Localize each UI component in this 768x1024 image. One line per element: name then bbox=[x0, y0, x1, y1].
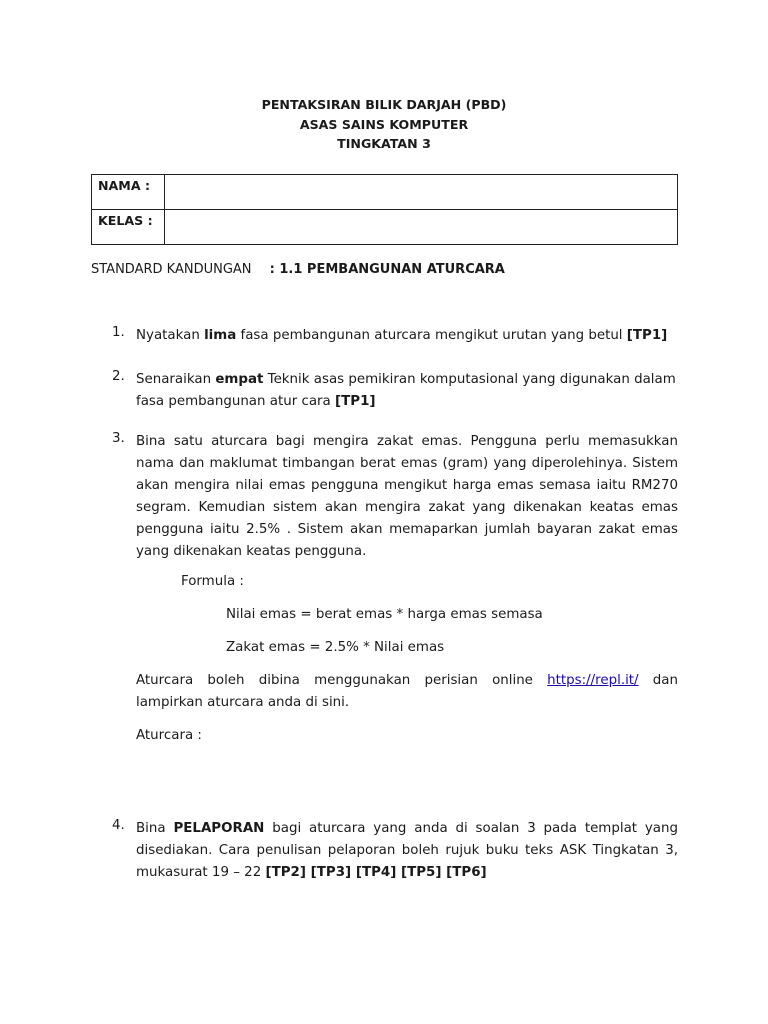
standard-kandungan bbox=[91, 262, 505, 277]
standard-label: STANDARD KANDUNGAN bbox=[91, 262, 252, 277]
question-text bbox=[136, 325, 678, 347]
emphasis-word: lima bbox=[204, 328, 237, 343]
text-segment: dan lampirkan aturcara anda di sini. bbox=[136, 673, 678, 710]
student-info-table bbox=[91, 174, 678, 245]
question-4 bbox=[112, 818, 678, 884]
header-subject: ASAS SAINS KOMPUTER bbox=[299, 116, 469, 132]
kelas-row bbox=[92, 210, 678, 245]
kelas-field[interactable] bbox=[165, 210, 678, 245]
nama-label: NAMA : bbox=[92, 175, 165, 210]
nama-field[interactable] bbox=[165, 175, 678, 210]
header-form: TINGKATAN 3 bbox=[337, 136, 431, 151]
text-segment: fasa pembangunan aturcara mengikut urutan yang betul bbox=[236, 328, 627, 343]
formula-2: Zakat emas = 2.5% * Nilai emas bbox=[226, 640, 445, 655]
question-3 bbox=[112, 431, 678, 563]
text-segment: Nyatakan bbox=[136, 328, 205, 343]
nama-row bbox=[92, 175, 678, 210]
aturcara-answer-label: Aturcara : bbox=[136, 728, 202, 743]
emphasis-word: PELAPORAN bbox=[173, 821, 265, 836]
document-header bbox=[0, 95, 768, 154]
kelas-label: KELAS : bbox=[92, 210, 165, 245]
tp-tag: [TP1] bbox=[335, 394, 376, 409]
question-number: 3. bbox=[112, 431, 125, 446]
aturcara-note bbox=[136, 670, 678, 714]
question-text: Bina satu aturcara bagi mengira zakat emas. Pengguna perlu memasukkan nama dan maklumat timbangan berat emas (gram) yang diperolehinya. Sistem akan mengira nilai emas pengguna mengikut harga emas semasa iaitu RM270 segram. Kemudian sistem akan mengira zakat yang dikenakan keatas emas pengguna iaitu 2.5% . Sistem akan memaparkan jumlah bayaran zakat emas yang dikenakan keatas pengguna. bbox=[136, 434, 678, 559]
formula-1: Nilai emas = berat emas * harga emas semasa bbox=[226, 607, 543, 622]
question-1 bbox=[112, 325, 678, 347]
emphasis-word: empat bbox=[215, 372, 264, 387]
formula-label: Formula : bbox=[181, 574, 244, 589]
text-segment: Bina bbox=[136, 821, 174, 836]
question-number: 2. bbox=[112, 369, 125, 384]
standard-value: : 1.1 PEMBANGUNAN ATURCARA bbox=[269, 262, 505, 277]
question-text bbox=[136, 369, 678, 413]
header-title: PENTAKSIRAN BILIK DARJAH (PBD) bbox=[261, 97, 507, 112]
tp-tag: [TP2] [TP3] [TP4] [TP5] [TP6] bbox=[265, 865, 487, 880]
text-segment: Senaraikan bbox=[136, 372, 216, 387]
repl-link[interactable]: https://repl.it/ bbox=[547, 673, 639, 688]
text-segment: Teknik asas pemikiran komputasional yang digunakan dalam fasa pembangunan atur cara bbox=[136, 372, 676, 409]
question-number: 1. bbox=[112, 325, 125, 340]
tp-tag: [TP1] bbox=[626, 328, 668, 343]
question-text bbox=[136, 818, 678, 884]
question-number: 4. bbox=[112, 818, 125, 833]
text-segment: bagi aturcara yang anda di soalan 3 pada templat yang disediakan. Cara penulisan pelaporan boleh rujuk buku teks ASK Tingkatan 3, mukasurat 19 – 22 bbox=[136, 821, 678, 880]
text-segment: Aturcara boleh dibina menggunakan perisian online bbox=[136, 673, 548, 688]
question-2 bbox=[112, 369, 678, 413]
